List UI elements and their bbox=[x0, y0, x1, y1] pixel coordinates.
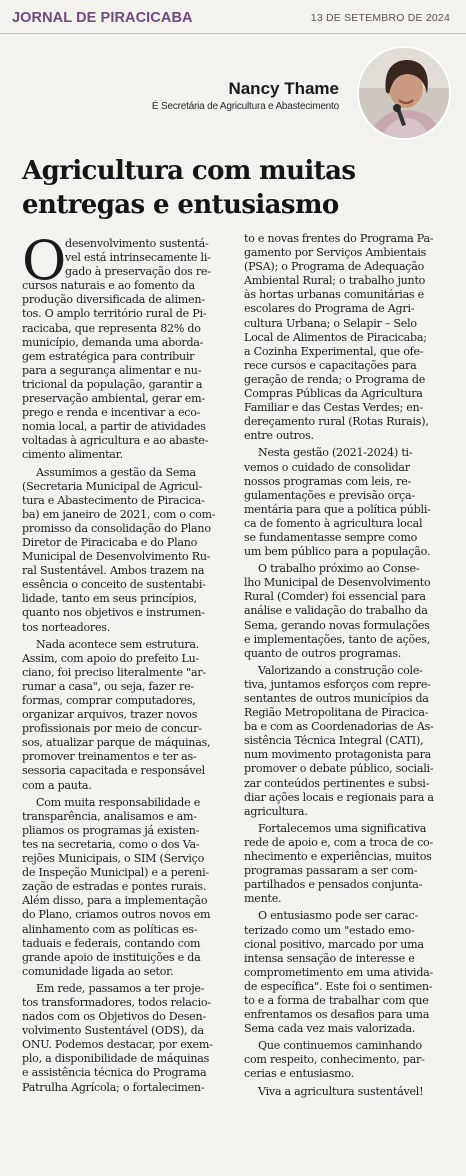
text-line: promover treinamentos e ter as- bbox=[22, 750, 197, 764]
text-line: O trabalho próximo ao Conse- bbox=[258, 562, 420, 576]
text-line: comunidade ligada ao setor. bbox=[22, 964, 174, 978]
text-line: nhecimento e experiências, muitos bbox=[244, 850, 432, 864]
author-portrait-icon bbox=[359, 48, 451, 140]
text-line: sentantes de outros municípios da bbox=[244, 692, 429, 705]
text-line: volvimento Sustentável (ODS), da bbox=[22, 1024, 204, 1038]
text-line: Nada acontece sem estrutura. bbox=[36, 637, 200, 651]
text-line: dereçamento rural (Rotas Rurais), bbox=[244, 415, 429, 429]
author-role: É Secretária de Agricultura e Abastecimento bbox=[151, 101, 339, 112]
text-line: tura e Abastecimento de Piracica- bbox=[22, 493, 205, 507]
text-line: lidade, tanto em seus princípios, bbox=[22, 592, 197, 606]
text-line: diar ações locais e regionais para a bbox=[244, 790, 434, 804]
text-line: produção diversificada de alimen- bbox=[22, 293, 205, 307]
text-line: pliamos os programas já existen- bbox=[22, 823, 200, 837]
text-line: de Inspeção Municipal) e a pereni- bbox=[22, 866, 209, 880]
text-line: Patrulha Agrícola; o fortalecimen- bbox=[22, 1080, 205, 1094]
text-line: ca de fomento à agricultura local bbox=[244, 516, 423, 530]
text-line: Além disso, para a implementação bbox=[22, 894, 208, 908]
text-line: (Secretaria Municipal de Agricul- bbox=[22, 479, 202, 493]
text-line: (PSA); o Programa de Adequação bbox=[244, 260, 425, 274]
text-line: Compras Públicas da Agricultura bbox=[244, 387, 423, 401]
text-line: Em rede, passamos a ter proje- bbox=[36, 981, 205, 995]
text-line: formas, comprar computadores, bbox=[22, 694, 196, 707]
journal-name: JORNAL DE PIRACICABA bbox=[12, 10, 193, 26]
text-line: gulamentações e previsão orça- bbox=[244, 488, 415, 502]
text-line: Que continuemos caminhando bbox=[258, 1039, 422, 1053]
text-line: enfrentamos os desafios para uma bbox=[244, 1008, 430, 1022]
text-line: Viva a agricultura sustentável! bbox=[258, 1084, 424, 1098]
text-line: escolares do Programa de Agri- bbox=[244, 302, 415, 316]
text-line: promisso da consolidação do Plano bbox=[22, 521, 211, 535]
text-line: Assim, com apoio do prefeito Lu- bbox=[22, 651, 200, 665]
text-line: rede de apoio e, com a troca de co- bbox=[244, 835, 433, 849]
text-line: Sema, gerando novas formulações bbox=[244, 618, 430, 632]
text-line: partilhados e pensados conjunta- bbox=[244, 878, 423, 892]
text-line: e implementações, tanto de ações, bbox=[244, 632, 430, 646]
text-line: geração de renda; o Programa de bbox=[244, 372, 426, 386]
text-line: ba e com as Coordenadorias de As- bbox=[244, 720, 434, 734]
text-line: cursos naturais e ao fomento da bbox=[22, 279, 195, 293]
text-line: racicaba, que representa 82% do bbox=[22, 321, 201, 335]
headline-line: Agricultura com muitas bbox=[22, 156, 356, 186]
text-line: sos, atualizar parque de máquinas, bbox=[22, 736, 211, 750]
text-line: tricional da população, garantir a bbox=[22, 377, 203, 391]
text-line: voltadas à agricultura e ao abaste- bbox=[22, 434, 209, 448]
text-line: lho Municipal de Desenvolvimento bbox=[244, 576, 431, 590]
text-line: to e novas frentes do Programa Pa- bbox=[244, 232, 434, 245]
text-line: organizar arquivos, trazer novos bbox=[22, 708, 198, 722]
text-line: alinhamento com as políticas es- bbox=[22, 922, 198, 936]
text-line: terizado como um "estado emo- bbox=[244, 923, 415, 937]
text-line: desenvolvimento sustentá- bbox=[65, 237, 209, 250]
text-line: Diretor de Piracicaba e do Plano bbox=[22, 535, 198, 549]
text-line: transparência, analisamos e am- bbox=[22, 809, 197, 823]
text-line: ba) em janeiro de 2021, com o com- bbox=[22, 507, 216, 521]
text-line: tiva, juntamos esforços com repre- bbox=[244, 677, 431, 691]
text-line: preservação ambiental, gerar em- bbox=[22, 392, 205, 406]
text-line: Assumimos a gestão da Sema bbox=[36, 465, 196, 479]
text-line: Sema cada vez mais valorizada. bbox=[244, 1022, 416, 1036]
text-line: rejões Municipais, o SIM (Serviço bbox=[22, 852, 205, 866]
text-line: programas passaram a ser com- bbox=[244, 864, 418, 878]
text-line: Familiar e das Cestas Verdes; en- bbox=[244, 401, 423, 415]
text-line: com respeito, conhecimento, par- bbox=[244, 1053, 425, 1067]
text-line: O entusiasmo pode ser carac- bbox=[258, 909, 418, 923]
text-line: tos norteadores. bbox=[22, 620, 110, 634]
text-line: comprometimento em uma ativida- bbox=[244, 965, 434, 979]
text-line: mentária para que a política públi- bbox=[244, 502, 431, 516]
text-line: para a segurança alimentar e nu- bbox=[22, 363, 202, 377]
text-line: vemos o cuidado de consolidar bbox=[244, 460, 410, 474]
text-line: análise e validação do trabalho da bbox=[244, 604, 428, 618]
text-line: zar conteúdos pertinentes e subsi- bbox=[244, 776, 430, 790]
text-line: tos transformadores, todos relacio- bbox=[22, 995, 211, 1009]
text-line: a Cozinha Experimental, que ofe- bbox=[244, 344, 424, 358]
text-line: gado à preservação dos re- bbox=[65, 265, 211, 279]
text-line: Valorizando a construção cole- bbox=[258, 663, 423, 677]
text-line: cultura Urbana; o Selapir – Selo bbox=[244, 316, 417, 330]
text-line: entre outros. bbox=[244, 429, 314, 443]
text-line: às hortas urbanas comunitárias e bbox=[244, 288, 424, 302]
text-line: Municipal de Desenvolvimento Ru- bbox=[22, 550, 211, 564]
text-line: vel está intrinsecamente li- bbox=[65, 251, 211, 265]
text-line: tos. O amplo território rural de Pi- bbox=[22, 307, 207, 321]
left-column bbox=[22, 229, 228, 1095]
right-column bbox=[244, 232, 452, 1099]
text-line: nados com os Objetivos do Desen- bbox=[22, 1010, 206, 1024]
author-name: Nancy Thame bbox=[228, 79, 339, 98]
text-line: ciano, foi preciso literalmente "ar- bbox=[22, 665, 206, 679]
text-line: cimento alimentar. bbox=[22, 448, 123, 462]
text-line: sessoria capacitada e responsável bbox=[22, 764, 205, 778]
text-line: se fundamentasse sempre como bbox=[244, 530, 418, 544]
article-headline bbox=[22, 154, 452, 222]
text-line: tes na secretaria, como o dos Va- bbox=[22, 837, 200, 851]
text-line: ral Sustentável. Ambos trazem na bbox=[22, 564, 205, 578]
text-line: gem estratégica para contribuir bbox=[22, 349, 195, 363]
text-line: sistência Técnica Integral (CATI), bbox=[244, 734, 424, 748]
text-line: município, demanda uma aborda- bbox=[22, 335, 204, 349]
text-line: nossos programas com leis, re- bbox=[244, 474, 412, 488]
publication-date: 13 DE SETEMBRO DE 2024 bbox=[310, 12, 450, 24]
top-bar bbox=[0, 0, 466, 34]
text-line: grande apoio de instituições e da bbox=[22, 950, 201, 964]
text-line: promover o debate público, sociali- bbox=[244, 762, 434, 776]
text-line: e assistência técnica do Programa bbox=[22, 1066, 207, 1080]
text-line: com a pauta. bbox=[22, 778, 92, 792]
text-line: agricultura. bbox=[244, 804, 308, 818]
text-line: profissionais por meio de concur- bbox=[22, 722, 202, 736]
text-line: prego e renda e incentivar a eco- bbox=[22, 406, 201, 420]
text-line: intensa sensação de interesse e bbox=[244, 951, 415, 965]
text-line: Fortalecemos uma significativa bbox=[258, 821, 427, 835]
text-line: ONU. Podemos destacar, por exem- bbox=[22, 1038, 213, 1052]
text-line: gamento por Serviços Ambientais bbox=[244, 246, 427, 260]
text-line: zação de estradas e pontes rurais. bbox=[22, 880, 207, 894]
headline-line: entregas e entusiasmo bbox=[22, 190, 339, 220]
text-line: nomia local, a partir de atividades bbox=[22, 420, 206, 434]
text-line: Nesta gestão (2021-2024) ti- bbox=[258, 446, 413, 460]
text-line: quanto nos objetivos e instrumen- bbox=[22, 606, 205, 620]
text-line: cional positivo, marcado por uma bbox=[244, 937, 424, 951]
text-line: do Plano, criamos outros novos em bbox=[22, 908, 211, 922]
text-line: plo, a disponibilidade de máquinas bbox=[22, 1052, 210, 1066]
text-line: um bem público para a população. bbox=[244, 545, 431, 559]
drop-cap: O bbox=[22, 229, 67, 292]
text-line: Ambiental Rural; o trabalho junto bbox=[244, 274, 426, 288]
text-line: rumar a casa", ou seja, fazer re- bbox=[22, 679, 194, 693]
text-line: Rural (Comder) foi essencial para bbox=[244, 590, 426, 604]
text-line: essência o conceito de sustentabi- bbox=[22, 578, 206, 592]
text-line: cerias e entusiasmo. bbox=[244, 1067, 354, 1081]
text-line: num movimento protagonista para bbox=[244, 748, 432, 762]
text-line: rece cursos e capacitações para bbox=[244, 358, 417, 372]
text-line: mente. bbox=[244, 892, 282, 906]
text-line: taduais e federais, contando com bbox=[22, 936, 201, 950]
text-line: Com muita responsabilidade e bbox=[36, 795, 201, 809]
text-line: to e a forma de trabalhar com que bbox=[244, 993, 429, 1007]
text-line: Local de Alimentos de Piracicaba; bbox=[244, 330, 427, 344]
text-line: de específica". Este foi o sentimen- bbox=[244, 979, 433, 993]
text-line: Região Metropolitana de Piracica- bbox=[244, 706, 429, 720]
author-photo bbox=[357, 46, 451, 140]
text-line: quanto de outros programas. bbox=[244, 646, 402, 660]
